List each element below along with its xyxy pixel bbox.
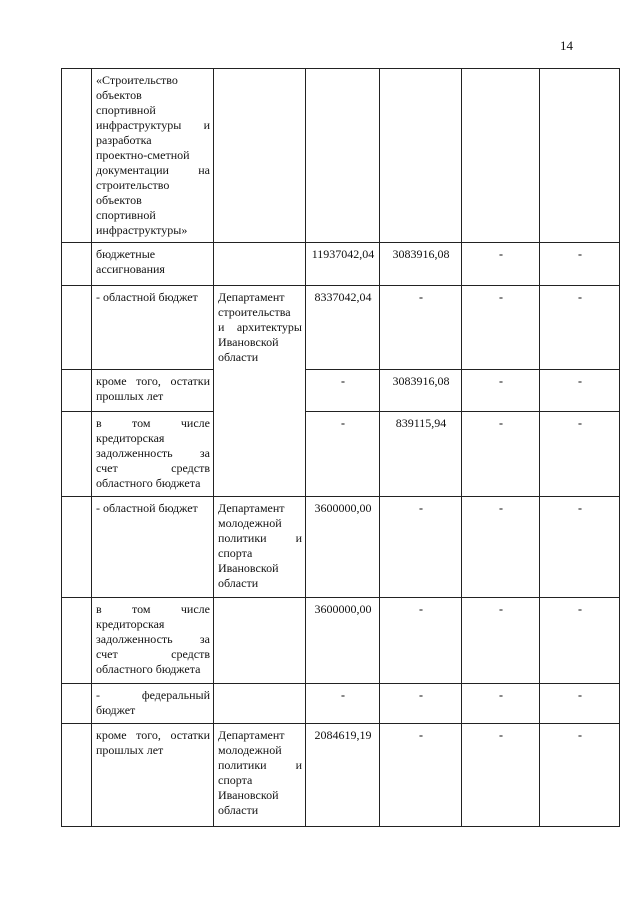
row-name-line: спортивной	[96, 208, 156, 222]
row-name-line: документации на	[96, 163, 210, 177]
row-name-cell	[92, 370, 214, 412]
row-index-cell	[62, 724, 92, 827]
executor-cell	[214, 598, 306, 684]
value-cell-3	[462, 69, 540, 243]
table-row	[62, 724, 620, 827]
executor-cell	[214, 684, 306, 724]
executor-line: области	[218, 350, 259, 364]
value-cell-4	[540, 69, 620, 243]
value-cell-4: -	[540, 412, 620, 497]
row-name-cell	[92, 598, 214, 684]
row-name-line: прошлых лет	[96, 743, 164, 757]
executor-line: политики и	[218, 531, 302, 545]
value-cell-3: -	[462, 286, 540, 370]
row-name-cell	[92, 497, 214, 598]
row-name-line: - областной бюджет	[96, 501, 198, 515]
row-name-line: кредиторская	[96, 431, 165, 445]
row-index-cell	[62, 598, 92, 684]
row-index-cell	[62, 370, 92, 412]
value-cell-4: -	[540, 243, 620, 286]
row-name-line: объектов	[96, 88, 142, 102]
table-row	[62, 412, 620, 497]
executor-line: области	[218, 803, 259, 817]
row-name-line: в том числе	[96, 602, 210, 616]
executor-line: Департамент	[218, 290, 285, 304]
row-name-line: строительство	[96, 178, 170, 192]
row-name-line: областного бюджета	[96, 662, 201, 676]
row-name-line: бюджет	[96, 703, 136, 717]
row-name-line: - областной бюджет	[96, 290, 198, 304]
table-row	[62, 684, 620, 724]
budget-table	[61, 68, 620, 827]
table-row	[62, 286, 620, 370]
value-cell-2: -	[380, 724, 462, 827]
executor-line: Ивановской	[218, 335, 279, 349]
row-name-line: задолженность за	[96, 446, 210, 460]
row-name-line: ассигнования	[96, 262, 165, 276]
value-cell-2: 3083916,08	[380, 243, 462, 286]
row-index-cell	[62, 69, 92, 243]
row-name-line: счет средств	[96, 461, 210, 475]
executor-line: спорта	[218, 546, 253, 560]
executor-line: Ивановской	[218, 788, 279, 802]
value-cell-3: -	[462, 497, 540, 598]
value-cell-1: -	[306, 370, 380, 412]
table-row	[62, 598, 620, 684]
row-name-line: кредиторская	[96, 617, 165, 631]
value-cell-4: -	[540, 684, 620, 724]
row-name-line: областного бюджета	[96, 476, 201, 490]
row-name-cell	[92, 724, 214, 827]
page-number: 14	[560, 38, 573, 53]
value-cell-2: 3083916,08	[380, 370, 462, 412]
row-name-line: разработка	[96, 133, 152, 147]
row-index-cell	[62, 286, 92, 370]
executor-line: спорта	[218, 773, 253, 787]
value-cell-3: -	[462, 243, 540, 286]
row-name-cell	[92, 69, 214, 243]
value-cell-3: -	[462, 684, 540, 724]
row-name-line: счет средств	[96, 647, 210, 661]
executor-line: политики и	[218, 758, 302, 772]
value-cell-1: -	[306, 684, 380, 724]
executor-line: Ивановской	[218, 561, 279, 575]
row-name-line: проектно-сметной	[96, 148, 190, 162]
value-cell-2: -	[380, 598, 462, 684]
row-name-cell	[92, 684, 214, 724]
value-cell-2: -	[380, 497, 462, 598]
row-index-cell	[62, 684, 92, 724]
value-cell-1: 3600000,00	[306, 497, 380, 598]
table-row	[62, 370, 620, 412]
row-name-line: - федеральный	[96, 688, 210, 702]
row-name-line: бюджетные	[96, 247, 156, 261]
value-cell-3: -	[462, 724, 540, 827]
value-cell-4: -	[540, 497, 620, 598]
row-name-cell	[92, 412, 214, 497]
executor-line: и архитектуры	[218, 320, 302, 334]
value-cell-1: 2084619,19	[306, 724, 380, 827]
value-cell-2: -	[380, 684, 462, 724]
value-cell-3: -	[462, 598, 540, 684]
row-name-line: «Строительство	[96, 73, 178, 87]
table-row	[62, 497, 620, 598]
value-cell-2	[380, 69, 462, 243]
value-cell-4: -	[540, 724, 620, 827]
row-name-line: кроме того, остатки	[96, 728, 210, 742]
row-name-line: прошлых лет	[96, 389, 164, 403]
row-index-cell	[62, 243, 92, 286]
table-row	[62, 243, 620, 286]
executor-cell	[214, 69, 306, 243]
executor-line: строительства	[218, 305, 291, 319]
executor-line: молодежной	[218, 516, 282, 530]
value-cell-1: 3600000,00	[306, 598, 380, 684]
value-cell-3: -	[462, 412, 540, 497]
executor-cell	[214, 497, 306, 598]
row-name-line: инфраструктуры»	[96, 223, 188, 237]
row-index-cell	[62, 412, 92, 497]
executor-line: молодежной	[218, 743, 282, 757]
executor-cell	[214, 724, 306, 827]
value-cell-4: -	[540, 598, 620, 684]
row-name-cell	[92, 243, 214, 286]
executor-cell	[214, 286, 306, 497]
row-name-cell	[92, 286, 214, 370]
value-cell-2: 839115,94	[380, 412, 462, 497]
value-cell-1: -	[306, 412, 380, 497]
value-cell-1	[306, 69, 380, 243]
row-name-line: инфраструктуры и	[96, 118, 210, 132]
value-cell-1: 11937042,04	[306, 243, 380, 286]
value-cell-3: -	[462, 370, 540, 412]
table-row	[62, 69, 620, 243]
value-cell-4: -	[540, 370, 620, 412]
row-name-line: объектов	[96, 193, 142, 207]
row-index-cell	[62, 497, 92, 598]
value-cell-4: -	[540, 286, 620, 370]
executor-line: Департамент	[218, 728, 285, 742]
row-name-line: кроме того, остатки	[96, 374, 210, 388]
row-name-line: задолженность за	[96, 632, 210, 646]
row-name-line: в том числе	[96, 416, 210, 430]
value-cell-2: -	[380, 286, 462, 370]
executor-line: области	[218, 576, 259, 590]
executor-cell	[214, 243, 306, 286]
executor-line: Департамент	[218, 501, 285, 515]
row-name-line: спортивной	[96, 103, 156, 117]
value-cell-1: 8337042,04	[306, 286, 380, 370]
